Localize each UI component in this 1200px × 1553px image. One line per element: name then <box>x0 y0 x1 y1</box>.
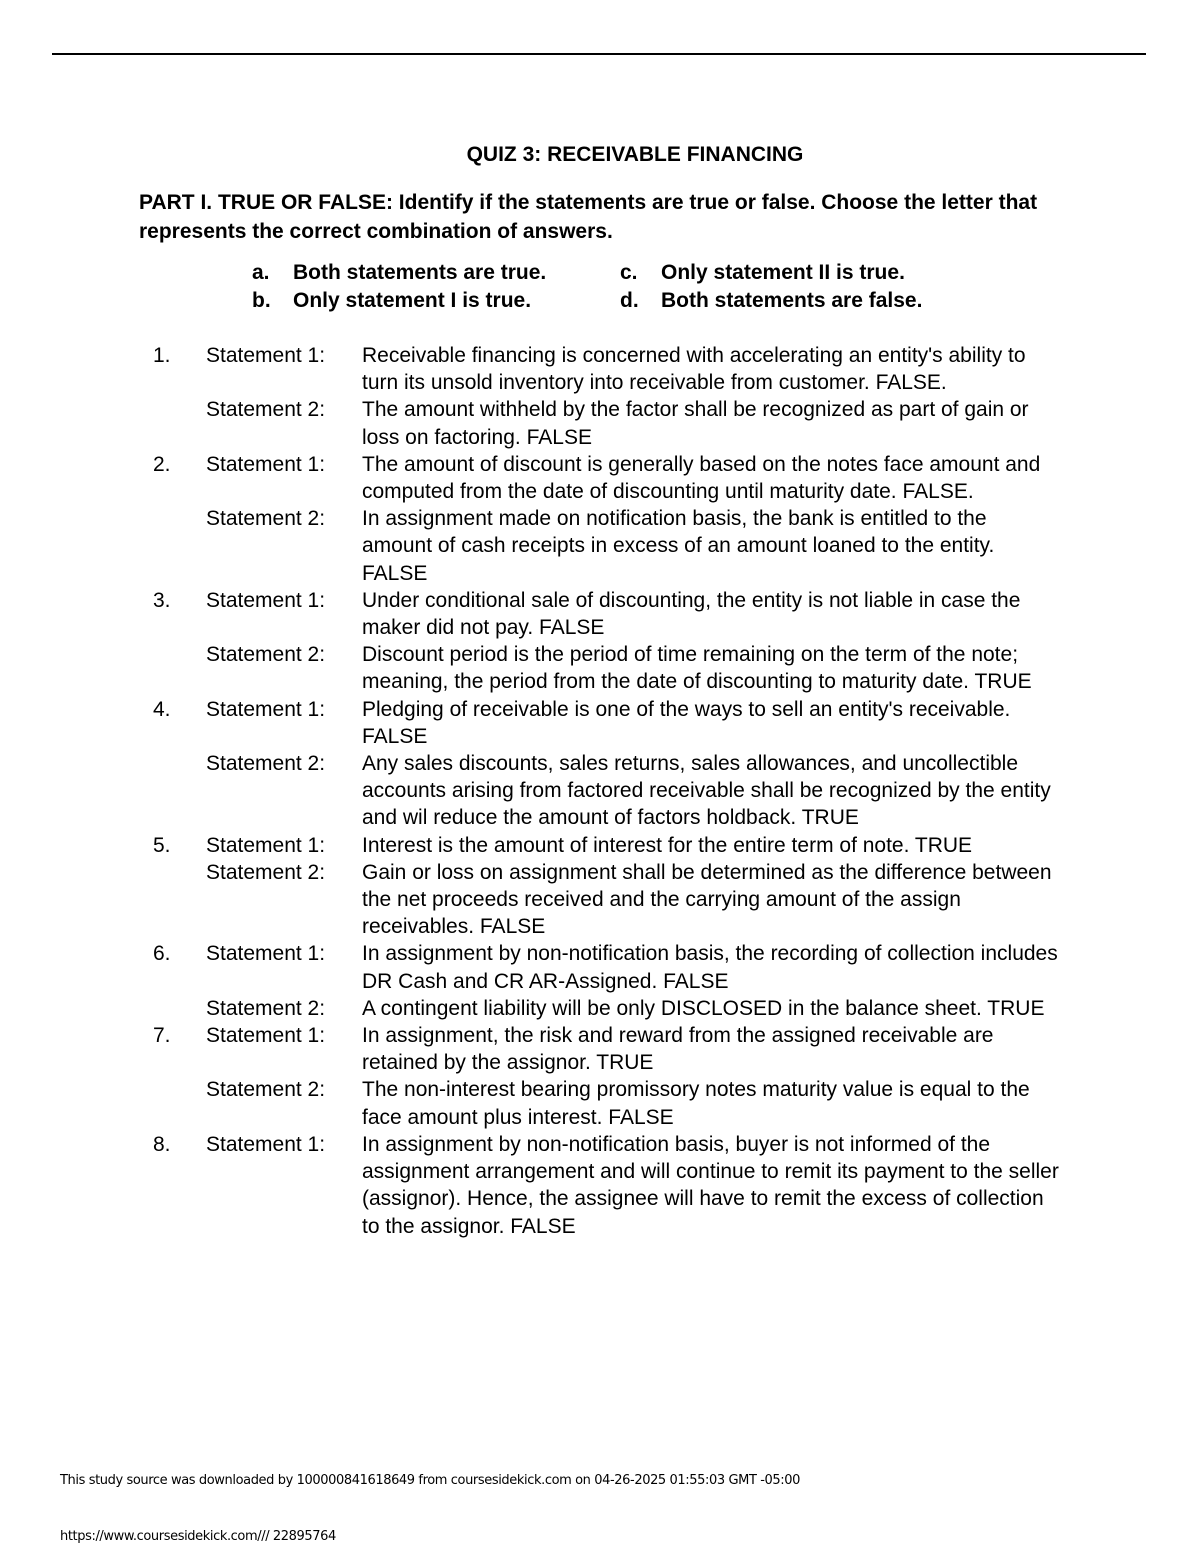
choice-text: Only statement II is true. <box>661 261 905 284</box>
question-number: 3. <box>153 588 171 612</box>
page-title: QUIZ 3: RECEIVABLE FINANCING <box>466 143 804 166</box>
top-rule <box>52 53 1146 55</box>
statement-label: Statement 2: <box>206 507 326 531</box>
question-8 <box>0 1131 1200 1240</box>
statement-row <box>0 451 1200 505</box>
question-list <box>0 342 1200 1240</box>
statement-text: In assignment by non-notification basis, the recording of collection includes DR Cash and CR AR-Assigned. FALSE <box>362 942 1058 993</box>
statement-row <box>0 641 1200 695</box>
statement-text: Receivable financing is concerned with accelerating an entity's ability to turn its unsold inventory into receivable from customer. FALSE. <box>362 344 1026 395</box>
statement-row <box>0 1022 1200 1076</box>
statement-row <box>0 587 1200 641</box>
choice-letter: d. <box>620 289 639 312</box>
statement-text: The non-interest bearing promissory notes maturity value is equal to the face amount plus interest. FALSE <box>362 1078 1030 1129</box>
statement-row <box>0 696 1200 750</box>
question-4 <box>0 696 1200 832</box>
statement-label: Statement 1: <box>206 452 326 476</box>
choice-letter: c. <box>620 261 638 284</box>
question-number: 7. <box>153 1024 171 1048</box>
question-7 <box>0 1022 1200 1131</box>
statement-row <box>0 1076 1200 1130</box>
statement-row <box>0 396 1200 450</box>
statement-text: Pledging of receivable is one of the ways to sell an entity's receivable. FALSE <box>362 697 1011 748</box>
question-3 <box>0 587 1200 696</box>
statement-label: Statement 2: <box>206 996 326 1020</box>
statement-row <box>0 750 1200 832</box>
statement-text: Interest is the amount of interest for the entire term of note. TRUE <box>362 833 973 857</box>
statement-label: Statement 1: <box>206 1024 326 1048</box>
choice-text: Only statement I is true. <box>293 289 532 312</box>
choice-letter: a. <box>252 261 270 284</box>
choice-text: Both statements are true. <box>293 261 547 284</box>
instructions: PART I. TRUE OR FALSE: Identify if the statements are true or false. Choose the letter that represents the correct combination of answers. <box>139 191 1038 243</box>
statement-text: Under conditional sale of discounting, the entity is not liable in case the maker did not pay. FALSE <box>362 588 1021 640</box>
question-1 <box>0 342 1200 451</box>
question-2 <box>0 451 1200 587</box>
statement-row <box>0 505 1200 587</box>
statement-text: In assignment by non-notification basis, buyer is not informed of the assignment arrangement and will continue to remit its payment to the seller (assignor). Hence, the assignee will have to remit the excess of collection to the assignor. FALSE <box>362 1132 1059 1238</box>
statement-row <box>0 995 1200 1022</box>
statement-label: Statement 1: <box>206 344 326 367</box>
statement-text: In assignment, the risk and reward from the assigned receivable are retained by the assignor. TRUE <box>362 1024 994 1075</box>
statement-row <box>0 940 1200 994</box>
statement-label: Statement 2: <box>206 1078 326 1102</box>
statement-label: Statement 2: <box>206 860 326 884</box>
statement-label: Statement 2: <box>206 643 326 667</box>
statement-row <box>0 1131 1200 1240</box>
question-number: 2. <box>153 452 171 476</box>
question-number: 8. <box>153 1132 171 1156</box>
download-notice: This study source was downloaded by 100000841618649 from coursesidekick.com on 04-26-2025 01:55:03 GMT -05:00 <box>60 1473 800 1488</box>
statement-text: Any sales discounts, sales returns, sales allowances, and uncollectible accounts arising from factored receivable shall be recognized by the entity and wil reduce the amount of factors holdback. TRUE <box>362 752 1051 830</box>
choice-text: Both statements are false. <box>661 289 923 312</box>
statement-text: Discount period is the period of time remaining on the term of the note; meaning, the period from the date of discounting to maturity date. TRUE <box>362 643 1032 694</box>
question-number: 6. <box>153 942 171 966</box>
statement-text: The amount withheld by the factor shall be recognized as part of gain or loss on factoring. FALSE <box>362 398 1029 449</box>
statement-label: Statement 1: <box>206 697 326 721</box>
choice-letter: b. <box>252 289 271 312</box>
statement-label: Statement 1: <box>206 833 326 857</box>
statement-label: Statement 1: <box>206 1132 326 1156</box>
statement-text: A contingent liability will be only DISCLOSED in the balance sheet. TRUE <box>362 996 1045 1020</box>
question-number: 4. <box>153 697 171 721</box>
statement-text: In assignment made on notification basis, the bank is entitled to the amount of cash receipts in excess of an amount loaned to the entity. FALSE <box>362 507 995 585</box>
statement-row <box>0 342 1200 396</box>
statement-label: Statement 2: <box>206 398 326 422</box>
source-url-link[interactable]: https://www.coursesidekick.com/// 22895764 <box>60 1529 336 1544</box>
statement-row <box>0 832 1200 859</box>
statement-label: Statement 1: <box>206 942 326 966</box>
statement-text: The amount of discount is generally based on the notes face amount and computed from the date of discounting until maturity date. FALSE. <box>362 452 1041 504</box>
question-5 <box>0 832 1200 941</box>
question-6 <box>0 940 1200 1022</box>
statement-label: Statement 2: <box>206 752 326 776</box>
question-number: 5. <box>153 833 171 857</box>
question-number: 1. <box>153 344 171 367</box>
statement-text: Gain or loss on assignment shall be determined as the difference between the net proceeds received and the carrying amount of the assign receivables. FALSE <box>362 860 1052 939</box>
statement-label: Statement 1: <box>206 588 326 612</box>
statement-row <box>0 859 1200 941</box>
